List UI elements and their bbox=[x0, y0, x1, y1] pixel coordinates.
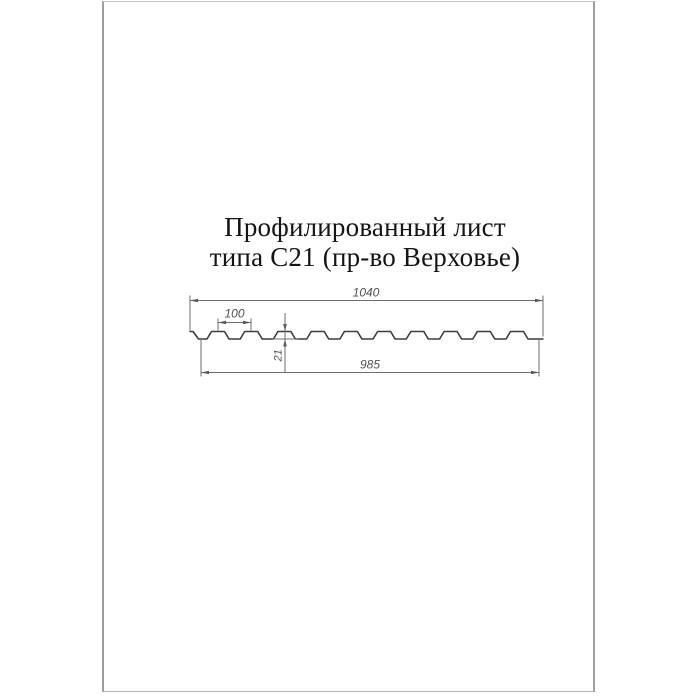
title-line-2: типа С21 (пр-во Верховье) bbox=[209, 242, 521, 272]
dimension-value-985: 985 bbox=[359, 357, 381, 372]
arrow-down-icon bbox=[283, 324, 287, 332]
arrow-left-icon bbox=[201, 371, 209, 375]
dimension-value-21: 21 bbox=[272, 349, 285, 362]
arrow-right-icon bbox=[535, 299, 543, 303]
arrow-up-icon bbox=[283, 339, 287, 347]
dimension-wave-pitch bbox=[218, 307, 251, 331]
arrow-left-icon bbox=[190, 299, 198, 303]
arrow-right-icon bbox=[531, 371, 539, 375]
dimension-working-width bbox=[201, 340, 539, 377]
arrow-right-icon bbox=[243, 321, 251, 325]
dimension-value-100: 100 bbox=[224, 306, 245, 321]
arrow-left-icon bbox=[218, 321, 226, 325]
dimension-profile-height bbox=[273, 313, 299, 373]
dimension-value-1040: 1040 bbox=[352, 285, 380, 300]
profile-outline bbox=[190, 332, 543, 340]
title-line-1: Профилированный лист bbox=[224, 212, 506, 242]
